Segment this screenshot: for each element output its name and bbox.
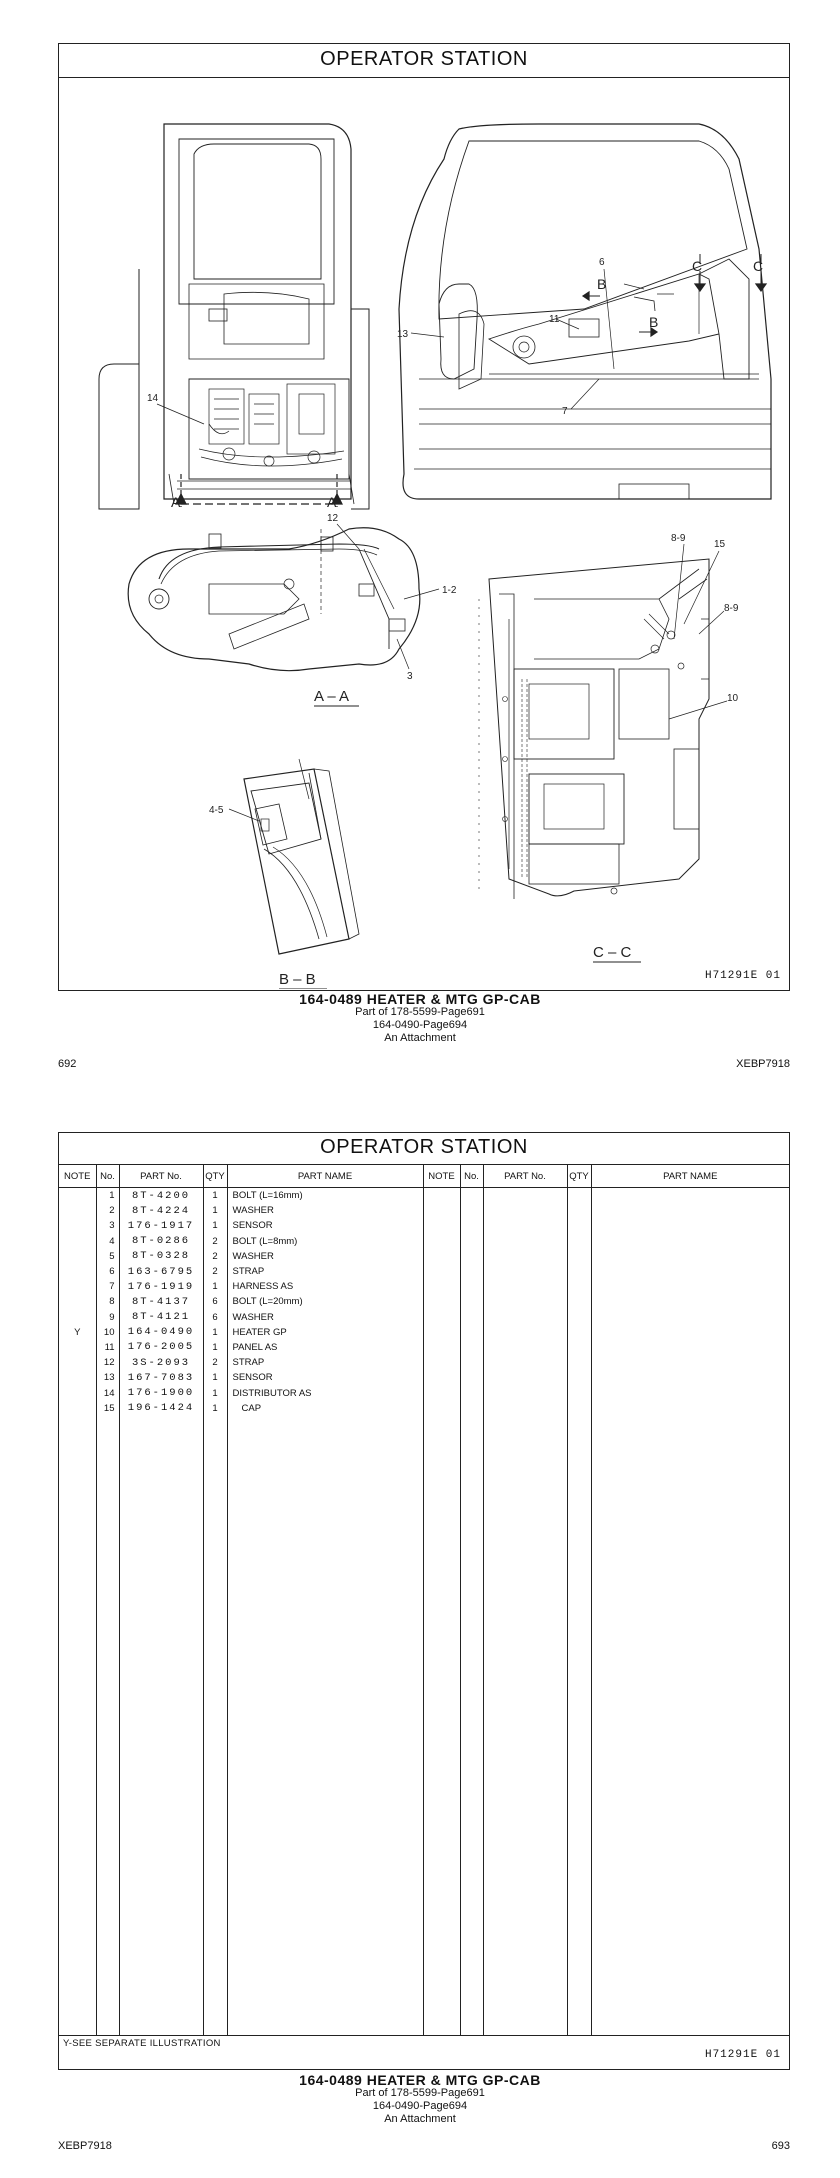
- row-note: [59, 1340, 96, 1355]
- row-part-name: SENSOR: [227, 1218, 423, 1233]
- empty-cell: [483, 1385, 567, 1400]
- col-header-qty-2: QTY: [567, 1165, 591, 1188]
- row-quantity: 1: [203, 1279, 227, 1294]
- empty-cell: [483, 1264, 567, 1279]
- row-part-number: 163-6795: [119, 1264, 203, 1279]
- caption-line1: Part of 178-5599-Page691: [355, 2087, 485, 2099]
- row-part-number: 3S-2093: [119, 1355, 203, 1370]
- row-item-number: 6: [96, 1264, 119, 1279]
- view-arrow-a-left: A: [171, 494, 181, 510]
- empty-cell: [423, 1264, 460, 1279]
- row-part-name: HARNESS AS: [227, 1279, 423, 1294]
- empty-cell: [460, 1355, 483, 1370]
- table-row: [59, 1218, 789, 1233]
- caption-line3: An Attachment: [384, 2113, 456, 2125]
- table-row: [59, 1188, 789, 1204]
- row-quantity: 1: [203, 1401, 227, 1416]
- row-item-number: 10: [96, 1325, 119, 1340]
- empty-cell: [591, 1218, 789, 1233]
- page1-catalog-code: XEBP7918: [736, 1058, 790, 1070]
- col-header-no: No.: [96, 1165, 119, 1188]
- caption-line3: An Attachment: [384, 1032, 456, 1044]
- callout-8-9-top: 8-9: [671, 533, 686, 544]
- row-part-number: 164-0490: [119, 1325, 203, 1340]
- empty-cell: [460, 1310, 483, 1325]
- empty-cell: [423, 1218, 460, 1233]
- row-quantity: 2: [203, 1355, 227, 1370]
- empty-cell: [423, 1310, 460, 1325]
- row-item-number: 12: [96, 1355, 119, 1370]
- row-quantity: 1: [203, 1340, 227, 1355]
- empty-cell: [591, 1294, 789, 1309]
- col-header-part-name-2: PART NAME: [591, 1165, 789, 1188]
- empty-cell: [423, 1249, 460, 1264]
- empty-cell: [567, 1401, 591, 1416]
- empty-cell: [483, 1325, 567, 1340]
- row-part-number: 176-1919: [119, 1279, 203, 1294]
- empty-cell: [591, 1385, 789, 1400]
- callout-15: 15: [714, 539, 726, 550]
- empty-cell: [423, 1401, 460, 1416]
- section-cc-view: [479, 559, 709, 899]
- footnote: Y-SEE SEPARATE ILLUSTRATION: [63, 2038, 221, 2049]
- empty-cell: [483, 1218, 567, 1233]
- table-row: [59, 1355, 789, 1370]
- empty-cell: [483, 1188, 567, 1204]
- footnote-rule: [59, 2035, 789, 2036]
- row-part-number: 176-2005: [119, 1340, 203, 1355]
- empty-cell: [567, 1264, 591, 1279]
- table-row: [59, 1401, 789, 1416]
- row-note: [59, 1401, 96, 1416]
- empty-cell: [483, 1310, 567, 1325]
- section-cc-label: C – C: [593, 944, 632, 961]
- row-item-number: 3: [96, 1218, 119, 1233]
- page1-caption: [0, 993, 840, 1045]
- table-filler: [59, 1416, 789, 2035]
- table-row: [59, 1325, 789, 1340]
- callout-13: 13: [397, 329, 409, 340]
- row-part-number: 8T-4137: [119, 1294, 203, 1309]
- title-rule: [59, 77, 789, 78]
- row-quantity: 6: [203, 1294, 227, 1309]
- row-quantity: 2: [203, 1234, 227, 1249]
- page2-number: 693: [771, 2140, 790, 2152]
- row-part-number: 167-7083: [119, 1370, 203, 1385]
- empty-cell: [591, 1249, 789, 1264]
- empty-cell: [460, 1340, 483, 1355]
- row-item-number: 15: [96, 1401, 119, 1416]
- row-quantity: 1: [203, 1385, 227, 1400]
- row-part-name: BOLT (L=8mm): [227, 1234, 423, 1249]
- parts-table: [59, 1165, 789, 2035]
- caption-line2: 164-0490-Page694: [372, 2100, 468, 2112]
- exploded-illustration: [59, 79, 789, 989]
- empty-cell: [423, 1294, 460, 1309]
- empty-cell: [423, 1203, 460, 1218]
- row-part-name: WASHER: [227, 1310, 423, 1325]
- row-note: [59, 1385, 96, 1400]
- illustration-ref: H71291E 01: [704, 970, 781, 982]
- parts-list-ref: H71291E 01: [704, 2049, 781, 2061]
- empty-cell: [567, 1325, 591, 1340]
- empty-cell: [591, 1370, 789, 1385]
- caption-main: 164-0489 HEATER & MTG GP-CAB: [299, 991, 541, 1007]
- empty-cell: [460, 1401, 483, 1416]
- row-quantity: 2: [203, 1264, 227, 1279]
- empty-cell: [567, 1234, 591, 1249]
- empty-cell: [460, 1264, 483, 1279]
- caption-line2: 164-0490-Page694: [372, 1019, 468, 1031]
- row-part-name: BOLT (L=20mm): [227, 1294, 423, 1309]
- parts-list-frame: [58, 1132, 790, 2070]
- empty-cell: [483, 1234, 567, 1249]
- row-quantity: 1: [203, 1188, 227, 1204]
- empty-cell: [591, 1279, 789, 1294]
- empty-cell: [423, 1340, 460, 1355]
- row-part-name: WASHER: [227, 1203, 423, 1218]
- row-part-name: CAP: [227, 1401, 423, 1416]
- section-bb-label: B – B: [279, 971, 316, 988]
- page1-number: 692: [58, 1058, 77, 1070]
- empty-cell: [460, 1234, 483, 1249]
- empty-cell: [567, 1188, 591, 1204]
- page2-caption: [0, 2074, 840, 2126]
- row-item-number: 8: [96, 1294, 119, 1309]
- callout-11: 11: [549, 314, 560, 325]
- table-row: [59, 1234, 789, 1249]
- row-part-name: DISTRIBUTOR AS: [227, 1385, 423, 1400]
- row-part-number: 8T-4121: [119, 1310, 203, 1325]
- empty-cell: [591, 1355, 789, 1370]
- table-row: [59, 1249, 789, 1264]
- page-title: OPERATOR STATION: [320, 1136, 528, 1158]
- section-bb-view: [244, 759, 359, 954]
- row-part-number: 176-1917: [119, 1218, 203, 1233]
- row-item-number: 2: [96, 1203, 119, 1218]
- col-header-note-2: NOTE: [423, 1165, 460, 1188]
- col-header-part-name: PART NAME: [227, 1165, 423, 1188]
- table-row: [59, 1310, 789, 1325]
- col-header-no-2: No.: [460, 1165, 483, 1188]
- table-row: [59, 1385, 789, 1400]
- table-row: [59, 1203, 789, 1218]
- empty-cell: [591, 1401, 789, 1416]
- empty-cell: [423, 1385, 460, 1400]
- row-item-number: 4: [96, 1234, 119, 1249]
- view-arrow-c-right: C: [753, 258, 764, 274]
- illustration-frame: [58, 43, 790, 991]
- empty-cell: [567, 1203, 591, 1218]
- caption-main: 164-0489 HEATER & MTG GP-CAB: [299, 2072, 541, 2088]
- row-item-number: 11: [96, 1340, 119, 1355]
- table-row: [59, 1340, 789, 1355]
- empty-cell: [591, 1340, 789, 1355]
- callout-14: 14: [147, 393, 159, 404]
- row-item-number: 14: [96, 1385, 119, 1400]
- callout-1-2: 1-2: [442, 585, 457, 596]
- callout-12: 12: [327, 513, 339, 524]
- page2-catalog-code: XEBP7918: [58, 2140, 112, 2152]
- section-aa-view: [128, 528, 420, 671]
- col-header-part-no-2: PART No.: [483, 1165, 567, 1188]
- row-part-name: WASHER: [227, 1249, 423, 1264]
- empty-cell: [567, 1310, 591, 1325]
- empty-cell: [460, 1188, 483, 1204]
- row-part-name: HEATER GP: [227, 1325, 423, 1340]
- empty-cell: [423, 1355, 460, 1370]
- row-note: [59, 1279, 96, 1294]
- col-header-note: NOTE: [59, 1165, 96, 1188]
- view-arrow-b-top: B: [597, 276, 607, 292]
- row-note: [59, 1355, 96, 1370]
- view-arrow-a-right: A: [327, 494, 337, 510]
- row-part-name: PANEL AS: [227, 1340, 423, 1355]
- row-note: [59, 1294, 96, 1309]
- row-quantity: 1: [203, 1218, 227, 1233]
- callout-7: 7: [562, 406, 568, 417]
- row-note: [59, 1218, 96, 1233]
- cab-rear-view: [99, 124, 369, 509]
- empty-cell: [423, 1325, 460, 1340]
- row-quantity: 1: [203, 1203, 227, 1218]
- empty-cell: [423, 1188, 460, 1204]
- row-item-number: 7: [96, 1279, 119, 1294]
- empty-cell: [483, 1355, 567, 1370]
- callout-6: 6: [599, 257, 605, 268]
- empty-cell: [460, 1249, 483, 1264]
- row-note: [59, 1310, 96, 1325]
- row-note: [59, 1203, 96, 1218]
- empty-cell: [483, 1340, 567, 1355]
- row-note: [59, 1264, 96, 1279]
- row-quantity: 1: [203, 1325, 227, 1340]
- row-note: [59, 1249, 96, 1264]
- empty-cell: [423, 1370, 460, 1385]
- table-row: [59, 1279, 789, 1294]
- col-header-part-no: PART No.: [119, 1165, 203, 1188]
- empty-cell: [460, 1294, 483, 1309]
- empty-cell: [483, 1401, 567, 1416]
- table-row: [59, 1370, 789, 1385]
- view-arrow-b-bottom: B: [649, 314, 659, 330]
- row-note: [59, 1188, 96, 1204]
- table-header-row: [59, 1165, 789, 1188]
- row-item-number: 1: [96, 1188, 119, 1204]
- row-note: [59, 1234, 96, 1249]
- callout-4-5: 4-5: [209, 805, 224, 816]
- callout-3: 3: [407, 671, 413, 682]
- row-quantity: 2: [203, 1249, 227, 1264]
- col-header-qty: QTY: [203, 1165, 227, 1188]
- empty-cell: [460, 1385, 483, 1400]
- row-note: [59, 1370, 96, 1385]
- row-part-number: 8T-0286: [119, 1234, 203, 1249]
- row-part-number: 176-1900: [119, 1385, 203, 1400]
- row-part-name: STRAP: [227, 1264, 423, 1279]
- empty-cell: [567, 1294, 591, 1309]
- empty-cell: [591, 1264, 789, 1279]
- empty-cell: [567, 1279, 591, 1294]
- empty-cell: [460, 1218, 483, 1233]
- view-arrow-c-left: C: [692, 258, 703, 274]
- empty-cell: [423, 1234, 460, 1249]
- empty-cell: [483, 1203, 567, 1218]
- empty-cell: [567, 1370, 591, 1385]
- row-part-number: 8T-0328: [119, 1249, 203, 1264]
- table-row: [59, 1294, 789, 1309]
- empty-cell: [460, 1203, 483, 1218]
- empty-cell: [483, 1370, 567, 1385]
- cab-side-view: [399, 124, 771, 499]
- page-title: OPERATOR STATION: [320, 48, 528, 70]
- empty-cell: [483, 1294, 567, 1309]
- empty-cell: [567, 1355, 591, 1370]
- row-part-name: SENSOR: [227, 1370, 423, 1385]
- row-quantity: 1: [203, 1370, 227, 1385]
- empty-cell: [460, 1370, 483, 1385]
- row-part-number: 8T-4224: [119, 1203, 203, 1218]
- empty-cell: [460, 1325, 483, 1340]
- callout-10: 10: [727, 693, 739, 704]
- empty-cell: [591, 1234, 789, 1249]
- row-part-name: STRAP: [227, 1355, 423, 1370]
- row-part-number: 8T-4200: [119, 1188, 203, 1204]
- empty-cell: [460, 1279, 483, 1294]
- table-row: [59, 1264, 789, 1279]
- row-item-number: 5: [96, 1249, 119, 1264]
- empty-cell: [591, 1310, 789, 1325]
- row-quantity: 6: [203, 1310, 227, 1325]
- empty-cell: [591, 1188, 789, 1204]
- row-note: Y: [59, 1325, 96, 1340]
- empty-cell: [567, 1249, 591, 1264]
- empty-cell: [591, 1203, 789, 1218]
- empty-cell: [591, 1325, 789, 1340]
- row-item-number: 9: [96, 1310, 119, 1325]
- caption-line1: Part of 178-5599-Page691: [355, 1006, 485, 1018]
- empty-cell: [483, 1279, 567, 1294]
- row-item-number: 13: [96, 1370, 119, 1385]
- empty-cell: [567, 1385, 591, 1400]
- row-part-number: 196-1424: [119, 1401, 203, 1416]
- callout-8-9-right: 8-9: [724, 603, 739, 614]
- section-aa-label: A – A: [314, 688, 350, 705]
- row-part-name: BOLT (L=16mm): [227, 1188, 423, 1204]
- empty-cell: [567, 1218, 591, 1233]
- empty-cell: [483, 1249, 567, 1264]
- empty-cell: [423, 1279, 460, 1294]
- empty-cell: [567, 1340, 591, 1355]
